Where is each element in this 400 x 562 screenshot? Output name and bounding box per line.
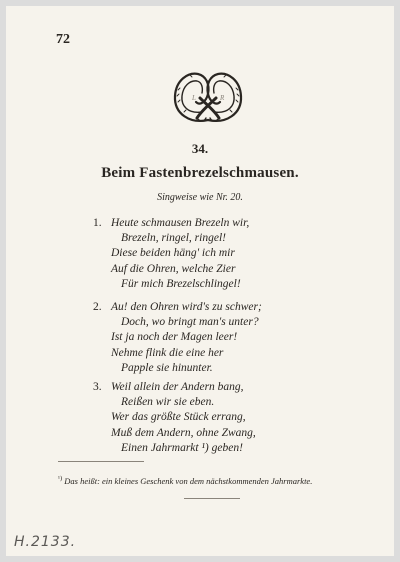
shelfmark: H.2133. — [14, 534, 77, 550]
stanza-number: 1. — [93, 217, 102, 229]
verse-line: Wer das größte Stück errang, — [111, 411, 246, 424]
verse-line: Für mich Brezelschlingel! — [121, 277, 241, 290]
verse-line: Brezeln, ringel, ringel! — [121, 232, 226, 245]
verse-line: Papple sie hinunter. — [121, 361, 213, 374]
end-rule — [184, 498, 240, 499]
footnote-rule — [58, 461, 144, 462]
footnote-text: Das heißt: ein kleines Geschenk von dem nächstkommenden Jahrmarkte. — [64, 475, 313, 486]
verse-line: Heute schmausen Brezeln wir, — [111, 217, 250, 229]
song-number: 34. — [191, 141, 209, 156]
stanza-2 — [93, 300, 343, 376]
footnote — [58, 475, 358, 486]
book-page — [6, 6, 394, 556]
page-number: 72 — [56, 32, 70, 47]
pretzel-illustration — [170, 66, 246, 128]
svg-text:R: R — [220, 94, 225, 102]
stanza-3 — [93, 380, 343, 456]
stanza-1 — [93, 216, 343, 292]
verse-line: Auf die Ohren, welche Zier — [111, 262, 236, 275]
svg-text:L: L — [192, 94, 196, 102]
stanza-number: 2. — [93, 301, 102, 313]
stanza-number: 3. — [93, 381, 102, 393]
melody-note: Singweise wie Nr. 20. — [157, 192, 243, 203]
verse-line: Diese beiden häng' ich mir — [111, 247, 235, 260]
verse-line: Nehme flink die eine her — [111, 346, 224, 359]
verse-line: Ist ja noch der Magen leer! — [111, 331, 238, 344]
verse-line: Muß dem Andern, ohne Zwang, — [111, 426, 256, 439]
verse-line: Au! den Ohren wird's zu schwer; — [111, 301, 262, 313]
verse-line: Doch, wo bringt man's unter? — [121, 316, 259, 329]
verse-line: Einen Jahrmarkt ¹) geben! — [121, 441, 243, 454]
verse-line: Weil allein der Andern bang, — [111, 381, 244, 393]
song-title: Beim Fastenbrezelschmausen. — [101, 165, 299, 181]
footnote-marker: ¹) — [58, 475, 63, 482]
verse-line: Reißen wir sie eben. — [121, 396, 215, 409]
